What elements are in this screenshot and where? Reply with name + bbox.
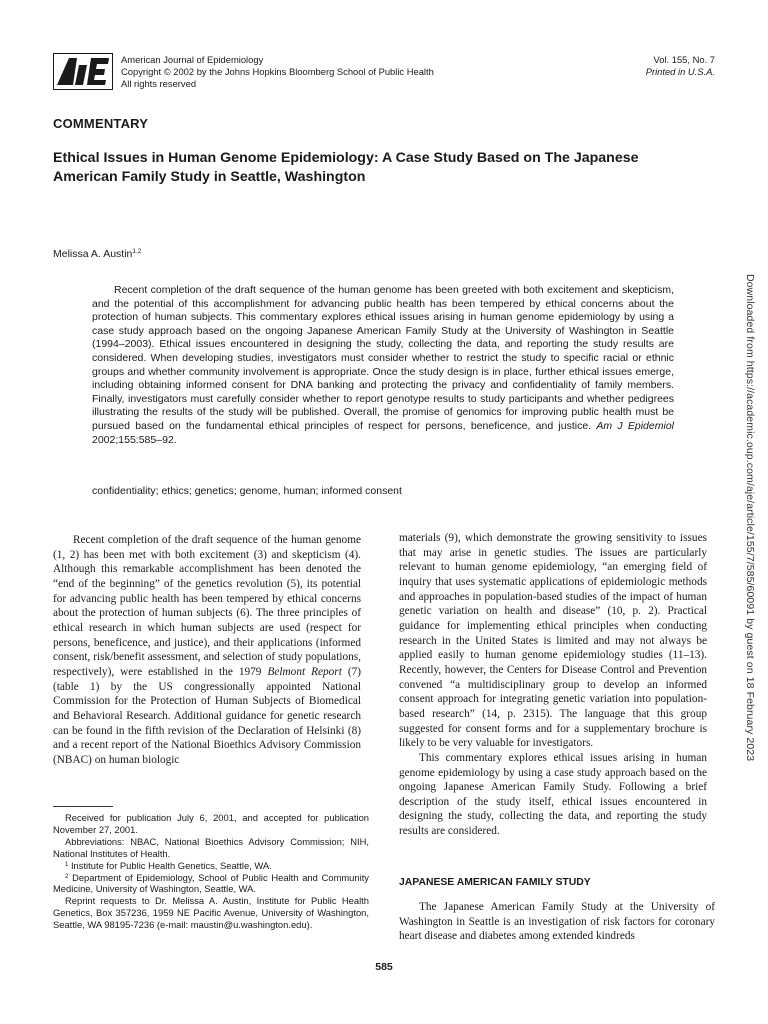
body-paragraph: The Japanese American Family Study at the University of Washington in Seattle is an investigation of risk factors for coronary heart disease and diabetes among extended kindreds xyxy=(399,901,715,943)
body-right-column xyxy=(399,531,707,839)
footnotes xyxy=(53,812,369,931)
volume-info xyxy=(646,54,715,78)
citation-details: 2002;155:585–92. xyxy=(92,433,177,446)
page-number: 585 xyxy=(375,961,393,973)
volume: Vol. 155, No. 7 xyxy=(653,54,715,65)
keywords: confidentiality; ethics; genetics; genome, human; informed consent xyxy=(92,485,402,497)
copyright: Copyright © 2002 by the Johns Hopkins Bloomberg School of Public Health xyxy=(121,66,434,77)
abstract-text: Recent completion of the draft sequence of the human genome has been greeted with both excitement and skepticism, and the potential of this accomplishment for advancing public health has been tempered by ethical concerns about the protection of human subjects. This commentary explores ethical issues arising in human genome epidemiology by using a case study approach based on the ongoing Japanese American Family Study at the University of Washington in Seattle (1994–2003). Ethical issues encountered in designing the study, collecting the data, and reporting the study results are considered. When developing studies, investigators must consider whether to restrict the study to specific racial or ethnic groups and whether community involvement is appropriate. Once the study design is in place, further ethical issues emerge, including obtaining informed consent for DNA banking and protecting the privacy and confidentiality of family members. Finally, investigators must carefully consider whether to report genotype results to study participants and whether pedigrees illustrating the results of the study will be published. Overall, the promise of genomics for improving public health must be pursued based on the fundamental ethical principles of respect for persons, beneficence, and justice. xyxy=(92,284,674,432)
printed-location: Printed in U.S.A. xyxy=(645,66,715,77)
journal-logo xyxy=(53,53,113,90)
section-label: COMMENTARY xyxy=(53,116,149,131)
section-heading: JAPANESE AMERICAN FAMILY STUDY xyxy=(399,877,591,888)
abstract xyxy=(92,284,674,447)
footnote-rule xyxy=(53,806,113,807)
footnote-text: Institute for Public Health Genetics, Seattle, WA. xyxy=(68,859,272,871)
author-affiliation: 1,2 xyxy=(132,248,142,255)
footnote-2 xyxy=(53,872,369,896)
download-watermark: Downloaded from https://academic.oup.com/aje/article/155/7/585/60091 by guest on 18 February 2023 xyxy=(744,274,756,762)
footnote-reprint: Reprint requests to Dr. Melissa A. Austin, Institute for Public Health Genetics, Box 357236, 1959 NE Pacific Avenue, University of Washington, Seattle, WA 98195-7236 (e-mail: maustin@u.washington.edu). xyxy=(53,895,369,931)
belmont-report-title: Belmont Report xyxy=(267,665,342,678)
body-paragraph: materials (9), which demonstrate the growing sensitivity to issues that may arise in genetic studies. The issues are particularly relevant to human genome epidemiology, “an emerging field of inquiry that uses systematic applications of epidemiologic methods and approaches in population-based studies of the impact of human genetic variation on health and disease” (10, p. 2). Practical guidance for implementing ethical principles when conducting research in the United States is limited and may not always be applied easily to human genome epidemiology studies (11–13). Recently, however, the Centers for Disease Control and Prevention convened “a multidisciplinary group to develop an informed consent approach for integrating genetic variation into population-based research” (14, p. 2315). The language that this group suggested for consent forms and for a supplementary brochure is likely to be very valuable for investigators. xyxy=(399,532,707,750)
body-left-column xyxy=(53,533,361,768)
footnote-1 xyxy=(53,860,369,872)
body-text: Recent completion of the draft sequence of the human genome (1, 2) has been met with both excitement (3) and skepticism (4). Although this remarkable accomplishment has been denoted the “end of the beginning” of the genetics revolution (5), its potential for advancing public health has been tempered by ethical concerns about the protection of human subjects (6). The three principles of ethical research in which human subjects are used (respect for persons, beneficence, and justice), and their applications (informed consent, risk/benefit assessment, and selection of study populations, respectively), were established in the 1979 xyxy=(53,534,361,678)
article-title: Ethical Issues in Human Genome Epidemiology: A Case Study Based on The Japanese American Family Study in Seattle, Washington xyxy=(53,150,639,185)
footnote-received: Received for publication July 6, 2001, and accepted for publication November 27, 2001. xyxy=(53,812,369,835)
author xyxy=(53,248,141,260)
body-text: (7) (table 1) by the US congressionally appointed National Commission for the Protection of Human Subjects of Biomedical and Behavioral Research. Additional guidance for genetic research can be found in the fifth revision of the Declaration of Helsinki (8) and a recent report of the National Bioethics Advisory Commission (NBAC) on human biologic xyxy=(53,665,362,766)
citation-journal: Am J Epidemiol xyxy=(596,419,674,432)
footnote-abbreviations: Abbreviations: NBAC, National Bioethics Advisory Commission; NIH, National Institutes of Health. xyxy=(53,835,369,859)
author-name: Melissa A. Austin xyxy=(53,248,133,260)
body-paragraph: This commentary explores ethical issues arising in human genome epidemiology by using a case study approach based on the ongoing Japanese American Family Study. Following a brief description of the study itself, ethical issues encountered in designing the study, collecting the data, and reporting the study results are considered. xyxy=(399,751,707,838)
footnote-text: Department of Epidemiology, School of Public Health and Community Medicine, University of Washington, Seattle, WA. xyxy=(53,871,369,895)
body-paragraph xyxy=(53,533,361,768)
footnote-mark: 2 xyxy=(65,873,69,880)
footnote-mark: 1 xyxy=(65,861,69,868)
journal-name: American Journal of Epidemiology xyxy=(121,54,264,65)
journal-info xyxy=(121,54,434,90)
rights: All rights reserved xyxy=(121,78,197,89)
body-right-column-continued xyxy=(399,900,715,944)
